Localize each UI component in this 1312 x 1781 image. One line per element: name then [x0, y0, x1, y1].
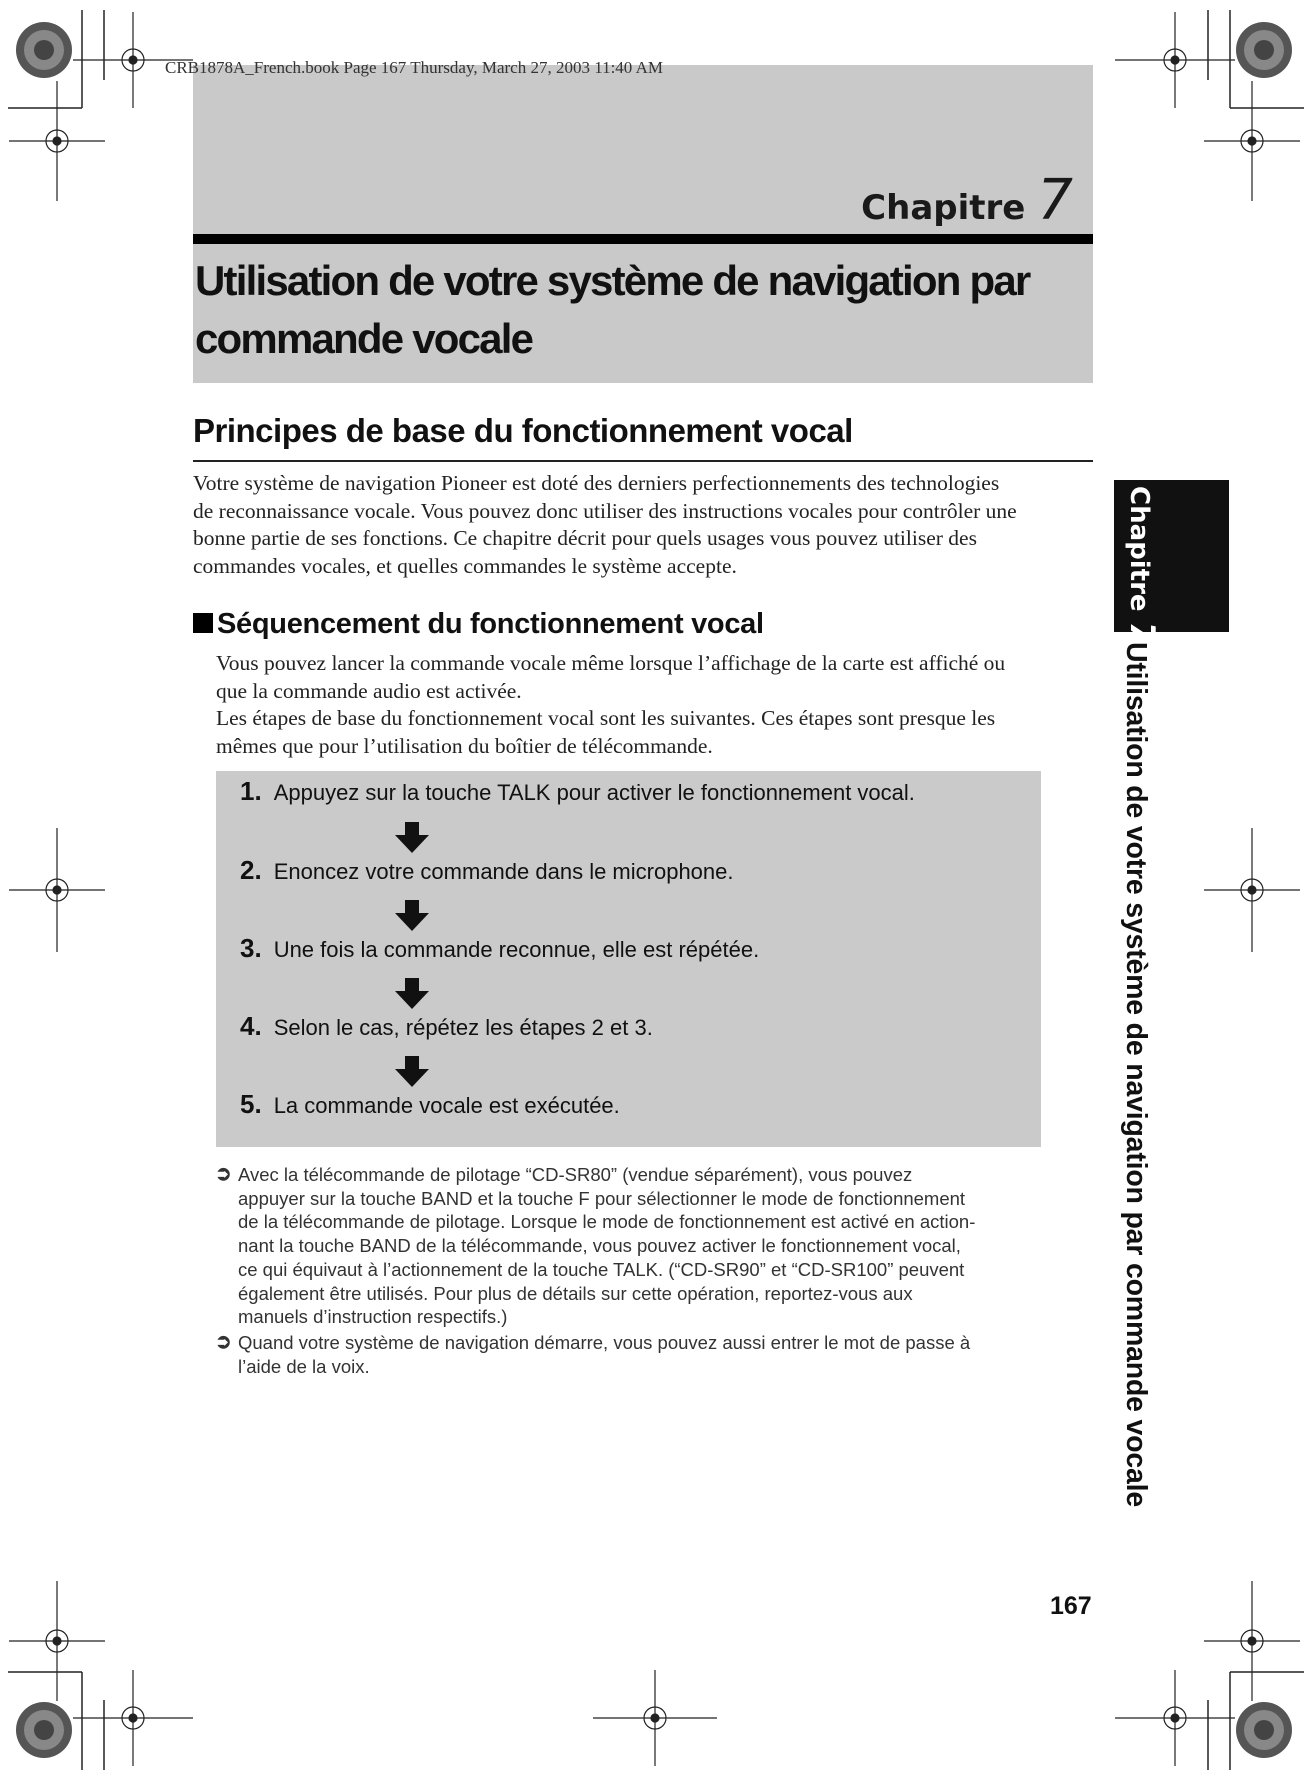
- step-number: 5.: [240, 1089, 262, 1119]
- note-line: Quand votre système de navigation démarre, vous pouvez aussi entrer le mot de passe à: [238, 1332, 971, 1353]
- step-number: 3.: [240, 933, 262, 963]
- note-line: ce qui équivaut à l’actionnement de la touche TALK. (“CD-SR90” et “CD-SR100” peuvent: [238, 1258, 965, 1280]
- section-rule: [193, 460, 1093, 462]
- step-number: 1.: [240, 776, 262, 806]
- step-item: [240, 1089, 620, 1120]
- note-line: appuyer sur la touche BAND et la touche F pour sélectionner le mode de fonctionnement: [238, 1187, 966, 1209]
- note-text: [215, 1331, 1095, 1378]
- chapter-title-line: commande vocale: [195, 315, 533, 362]
- note-line: de la télécommande de pilotage. Lorsque le mode de fonctionnement est activé en action-: [238, 1211, 976, 1233]
- paragraph-line: que la commande audio est activée.: [216, 678, 522, 703]
- step-text: Selon le cas, répétez les étapes 2 et 3.: [273, 1015, 653, 1040]
- intro-line: Votre système de navigation Pioneer est doté des derniers perfectionnements des technologies: [193, 471, 1000, 495]
- note-1: [215, 1163, 1095, 1329]
- step-number: 4.: [240, 1011, 262, 1041]
- step-text: Une fois la commande reconnue, elle est répétée.: [273, 937, 760, 962]
- step-item: [240, 855, 734, 886]
- step-text: Appuyez sur la touche TALK pour activer le fonctionnement vocal.: [273, 780, 915, 805]
- intro-paragraph: [193, 470, 1098, 580]
- subsection-title: [193, 608, 764, 641]
- note-arrow-icon: ➲: [215, 1331, 232, 1353]
- step-text: Enoncez votre commande dans le microphone.: [273, 859, 734, 884]
- step-number: 2.: [240, 855, 262, 885]
- step-item: [240, 1011, 653, 1042]
- steps-box: [216, 771, 1041, 1147]
- chapter-number: 7: [1037, 168, 1073, 233]
- subsection-title-text: Séquencement du fonctionnement vocal: [217, 608, 764, 640]
- note-line: l’aide de la voix.: [238, 1355, 370, 1377]
- paragraph-line: Vous pouvez lancer la commande vocale même lorsque l’affichage de la carte est affiché ou: [216, 651, 1006, 675]
- intro-line: de reconnaissance vocale. Vous pouvez donc utiliser des instructions vocales pour contrôler une: [193, 498, 1017, 523]
- square-bullet-icon: [193, 613, 213, 633]
- step-text: La commande vocale est exécutée.: [273, 1093, 620, 1118]
- note-text: [215, 1163, 1095, 1329]
- sequence-paragraph-1: [216, 650, 1096, 705]
- intro-line: commandes vocales, et quelles commandes le système accepte.: [193, 553, 737, 578]
- intro-line: bonne partie de ses fonctions. Ce chapitre décrit pour quels usages vous pouvez utiliser des: [193, 526, 977, 550]
- paragraph-line: Les étapes de base du fonctionnement vocal sont les suivantes. Ces étapes sont presque les: [216, 706, 996, 730]
- side-chapter-title: Utilisation de votre système de navigation par commande vocale: [1120, 642, 1152, 1508]
- step-item: [240, 776, 915, 807]
- note-line: Avec la télécommande de pilotage “CD-SR80” (vendue séparément), vous pouvez: [238, 1164, 913, 1185]
- side-tab-word: Chapitre: [1124, 486, 1154, 612]
- chapter-rule: [193, 234, 1093, 244]
- page-number: 167: [1050, 1592, 1092, 1620]
- note-arrow-icon: ➲: [215, 1163, 232, 1185]
- step-item: [240, 933, 759, 964]
- sequence-paragraph-2: [216, 705, 1096, 760]
- note-2: [215, 1331, 1095, 1378]
- chapter-title: [195, 252, 1075, 368]
- note-line: manuels d’instruction respectifs.): [238, 1306, 508, 1328]
- chapter-title-line: Utilisation de votre système de navigation par: [195, 257, 1030, 304]
- side-chapter-tab: [1114, 480, 1229, 646]
- print-header: CRB1878A_French.book Page 167 Thursday, March 27, 2003 11:40 AM: [165, 58, 664, 77]
- note-line: nant la touche BAND de la télécommande, vous pouvez activer le fonctionnement vocal,: [238, 1235, 961, 1257]
- side-tab-label: [1122, 486, 1162, 645]
- side-tab-number: 7: [1122, 621, 1162, 646]
- note-line: également être utilisés. Pour plus de détails sur cette opération, reportez-vous aux: [238, 1282, 913, 1304]
- chapter-word: Chapitre: [861, 188, 1026, 228]
- paragraph-line: mêmes que pour l’utilisation du boîtier de télécommande.: [216, 733, 713, 758]
- section-title: Principes de base du fonctionnement vocal: [193, 412, 853, 449]
- chapter-label: [193, 168, 1073, 233]
